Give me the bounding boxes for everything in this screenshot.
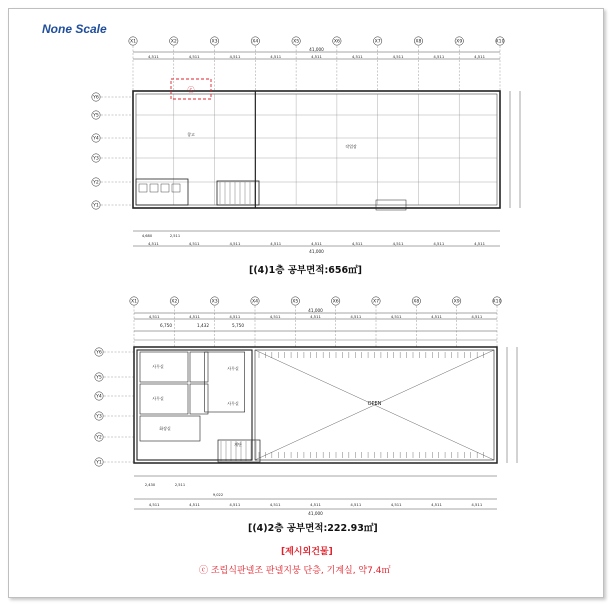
plan1-bay-dim: 4,511 (392, 54, 404, 59)
plan1-bay-dim: 4,511 (311, 54, 322, 59)
plan1-room-right: 작업장 (345, 144, 357, 149)
plan2-grid-y-6-label: Y1 (96, 460, 102, 466)
plan2-bay-dim: 4,511 (269, 314, 281, 319)
plan2-bottom-bay-dim: 4,511 (269, 502, 281, 507)
plan1-grid-x-8-label: X8 (415, 39, 422, 45)
plan1-bottom-bay-dim: 4,511 (270, 241, 282, 246)
plan2-grid-y-1-label: Y6 (96, 350, 102, 356)
plan2-grid-x-8-label: X8 (413, 299, 420, 305)
plan1-left-dim-2: 2,511 (169, 234, 181, 238)
plan1-bay-dim: 4,511 (229, 54, 241, 59)
plan2-open-label: OPEN (367, 401, 382, 407)
plan1-bay-dim: 4,511 (147, 54, 159, 59)
plan1-left-dim-1: 4,680 (141, 234, 153, 238)
plan2-bay-dim: 4,511 (148, 314, 160, 319)
plan1-grid-y-3-label: Y4 (93, 136, 99, 142)
plan1-grid-x-4-label: X4 (252, 39, 259, 45)
plan1-fixture (150, 184, 158, 192)
plan2-bottom-bay-dim: 4,511 (431, 502, 442, 507)
plan2-bay-dim: 4,511 (390, 314, 402, 319)
annex-marker-symbol: ⓒ (187, 86, 195, 94)
plan1-bay-dim: 4,511 (351, 54, 363, 59)
plan1-grid-x-1-label: X1 (129, 39, 137, 45)
plan1-bottom-bay-dim: 4,511 (474, 241, 486, 246)
plan1-grid-y-6-label: Y1 (93, 203, 99, 209)
plan2-bay-dim: 4,511 (471, 314, 483, 319)
plan1-bay-dim: 4,511 (270, 54, 282, 59)
plan1-overall-dim: 41,000 (309, 47, 324, 52)
plan2-bay-dim: 4,511 (350, 314, 362, 319)
plan1-bay-dim: 4,511 (433, 54, 445, 59)
plan2-grid-x-10-label: X10 (492, 299, 502, 305)
plan2-left-dim-2: 2,511 (174, 483, 186, 487)
plan1-grid-x-9-label: X9 (456, 39, 463, 45)
scale-note: None Scale (42, 22, 107, 36)
plan1-grid-x-7-label: X7 (374, 39, 381, 45)
plan2-grid-y-3-label: Y4 (96, 394, 102, 400)
plan1-fixture (172, 184, 180, 192)
plan2-left-dim-3: 9,022 (212, 493, 224, 497)
plan2-bottom-overall-dim: 41,000 (308, 511, 323, 516)
plan2-sub-dim-1: 6,750 (160, 323, 172, 328)
plan2-grid-x-7-label: X7 (372, 299, 380, 305)
plan2-left-dim-1: 2,430 (144, 483, 156, 487)
plan1-grid-x-6-label: X6 (333, 39, 340, 45)
plan2-bay-dim: 4,511 (189, 314, 200, 319)
plan1-bay-dim: 4,511 (474, 54, 486, 59)
plan1-grid-y-5-label: Y2 (93, 180, 99, 186)
annex-text: ⓒ 조립식판넬조 판넬지붕 단층, 기계실, 약7.4㎡ (199, 566, 391, 576)
plan1-caption: [(4)1층 공부면적:656㎡] (249, 265, 362, 276)
plan2-room-label-1: 사무실 (152, 364, 164, 369)
plan1-grid-y-2-label: Y5 (93, 113, 99, 119)
plan1-bottom-bay-dim: 4,511 (311, 241, 322, 246)
plan2-bay-dim: 4,511 (431, 314, 442, 319)
plan2-grid-x-4-label: X4 (251, 299, 259, 305)
plan1-stair (217, 181, 259, 205)
plan2-bottom-bay-dim: 4,511 (148, 502, 160, 507)
plan1-bay-dim: 4,511 (188, 54, 200, 59)
plan2-bottom-bay-dim: 4,511 (189, 502, 200, 507)
plan2-room-1 (140, 352, 188, 382)
plan2-room-label-6: 계단 (234, 442, 242, 447)
plan2-room-3 (140, 384, 188, 414)
plan2-grid-y-4-label: Y3 (96, 414, 102, 420)
plan1-room-left: 창고 (187, 132, 195, 137)
plan1-bottom-bay-dim: 4,511 (392, 241, 404, 246)
plan2-bay-dim: 4,511 (310, 314, 321, 319)
plan2-bottom-bay-dim: 4,511 (229, 502, 241, 507)
plan1-grid-x-3-label: X3 (211, 39, 218, 45)
plan2-bay-dim: 4,511 (229, 314, 241, 319)
plan2-grid-x-2-label: X2 (171, 299, 178, 305)
plan1-grid-y-4-label: Y3 (93, 156, 99, 162)
plan1-grid-y-1-label: Y6 (93, 95, 99, 101)
plan1-bottom-overall-dim: 41,000 (309, 249, 324, 254)
plan1-bottom-bay-dim: 4,511 (147, 241, 159, 246)
plan2-grid-x-3-label: X3 (211, 299, 218, 305)
plan1-bottom-bay-dim: 4,511 (229, 241, 241, 246)
plan2-grid-x-9-label: X9 (453, 299, 460, 305)
plan1-fixture (139, 184, 147, 192)
plan2-grid-x-5-label: X5 (292, 299, 299, 305)
plan1-bottom-bay-dim: 4,511 (351, 241, 363, 246)
plan2-bottom-bay-dim: 4,511 (310, 502, 321, 507)
plan2-grid-x-1-label: X1 (130, 299, 138, 305)
plan2-grid-x-6-label: X6 (332, 299, 339, 305)
plan1-fixture (161, 184, 169, 192)
plan2-room-2 (190, 352, 208, 382)
plan2-room-label-5: 화장실 (159, 426, 171, 431)
plan1-bottom-bay-dim: 4,511 (188, 241, 200, 246)
plan1-bottom-bay-dim: 4,511 (433, 241, 445, 246)
plan2-caption: [(4)2층 공부면적:222.93㎡] (248, 523, 378, 534)
plan1-inner-wall (136, 94, 497, 205)
plan2-outer-wall (134, 347, 497, 463)
annex-title: [제시외건물] (281, 547, 333, 557)
plan2-room-label-2: 사무실 (152, 396, 164, 401)
plan2-room-label-4: 사무실 (227, 401, 239, 406)
plan2-room-label-3: 사무실 (227, 366, 239, 371)
plan1-grid-x-10-label: X10 (495, 39, 505, 45)
plan2-bottom-bay-dim: 4,511 (471, 502, 483, 507)
plan2-bottom-bay-dim: 4,511 (390, 502, 402, 507)
plan2-sub-dim-3: 5,750 (232, 323, 244, 328)
plan2-bottom-bay-dim: 4,511 (350, 502, 362, 507)
plan2-grid-y-2-label: Y5 (96, 375, 102, 381)
plan2-grid-y-5-label: Y2 (96, 435, 102, 441)
plan1-grid-x-2-label: X2 (170, 39, 177, 45)
plan2-sub-dim-2: 1,432 (197, 323, 209, 328)
plan1-grid-x-5-label: X5 (293, 39, 300, 45)
plan2-room-4 (190, 384, 208, 414)
plan2-overall-dim: 41,000 (308, 308, 323, 313)
